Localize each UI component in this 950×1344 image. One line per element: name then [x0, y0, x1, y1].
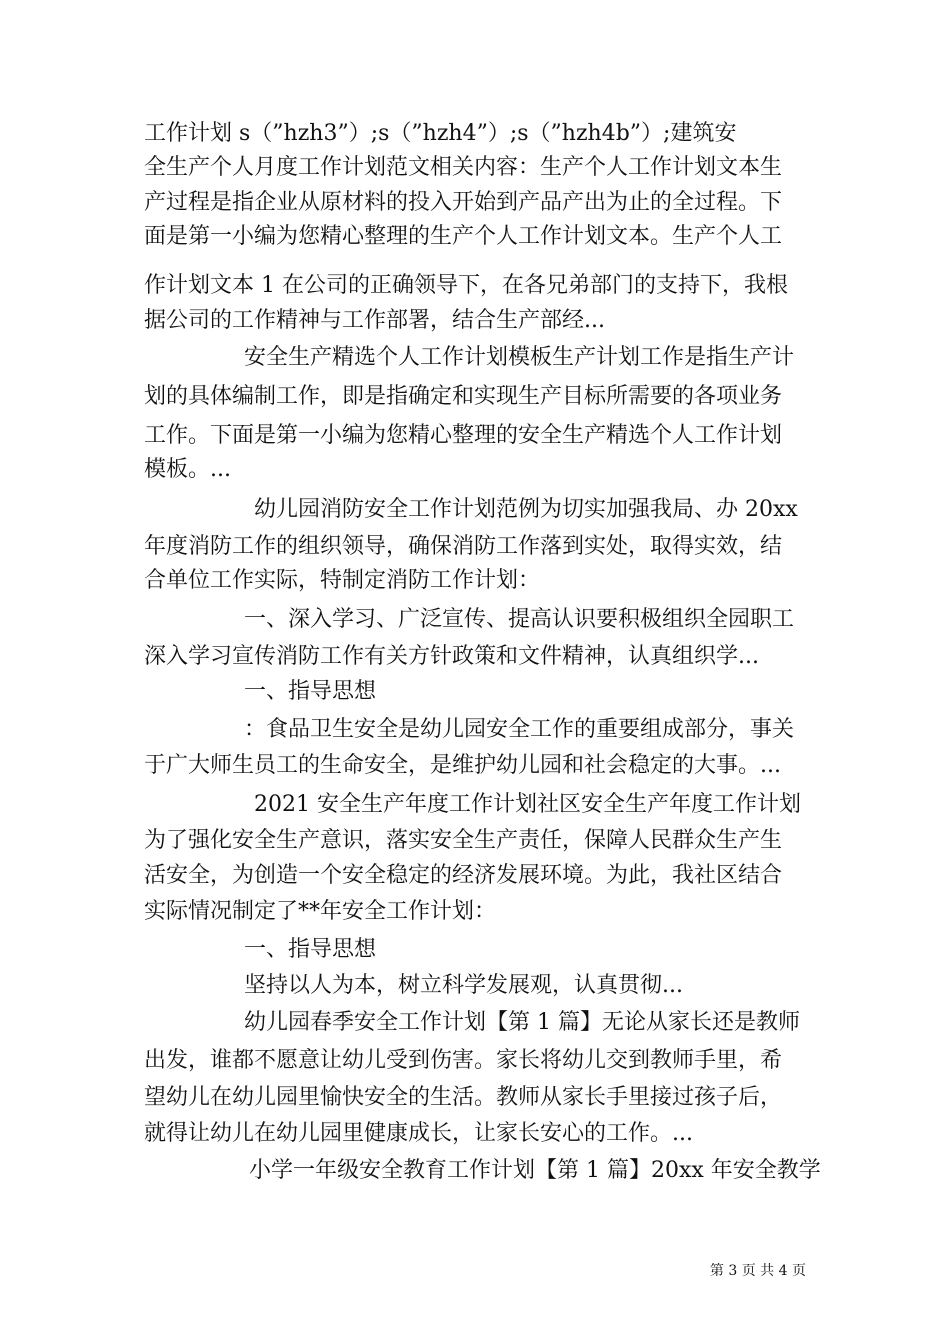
text-line: ：食品卫生安全是幼儿园安全工作的重要组成部分，事关 — [244, 717, 795, 742]
text-line: 年度消防工作的组织领导，确保消防工作落到实处，取得实效，结 — [144, 534, 783, 559]
text-line: 就得让幼儿在幼儿园里健康成长，让家长安心的工作。... — [144, 1121, 693, 1146]
text-line: 为了强化安全生产意识，落实安全生产责任，保障人民群众生产生 — [144, 828, 783, 853]
text-line: 作计划文本 1 在公司的正确领导下，在各兄弟部门的支持下，我根 — [144, 273, 788, 298]
text-line: 幼儿园消防安全工作计划范例为切实加强我局、办 20xx — [254, 497, 798, 522]
text-line: 工作计划 s（”hzh3”）;s（”hzh4”）;s（”hzh4b”）;建筑安 — [144, 121, 737, 146]
text-line: 划的具体编制工作，即是指确定和实现生产目标所需要的各项业务 — [144, 384, 783, 409]
text-line: 望幼儿在幼儿园里愉快安全的生活。教师从家长手里接过孩子后， — [144, 1085, 783, 1110]
text-line: 深入学习宣传消防工作有关方针政策和文件精神，认真组织学... — [144, 644, 759, 669]
text-line: 一、指导思想 — [244, 679, 377, 704]
text-line: 全生产个人月度工作计划范文相关内容：生产个人工作计划文本生 — [144, 155, 783, 180]
text-line: 面是第一小编为您精心整理的生产个人工作计划文本。生产个人工 — [144, 224, 783, 249]
text-line: 坚持以人为本，树立科学发展观，认真贯彻... — [244, 973, 683, 998]
text-line: 一、指导思想 — [244, 937, 377, 962]
text-line: 小学一年级安全教育工作计划【第 1 篇】20xx 年安全教学 — [249, 1158, 821, 1183]
text-line: 产过程是指企业从原材料的投入开始到产品产出为止的全过程。下 — [144, 190, 783, 215]
text-line: 于广大师生员工的生命安全，是维护幼儿园和社会稳定的大事。... — [144, 753, 781, 778]
text-line: 据公司的工作精神与工作部署，结合生产部经... — [144, 308, 605, 333]
text-line: 模板。... — [144, 457, 231, 482]
text-line: 实际情况制定了**年安全工作计划： — [144, 899, 497, 924]
text-line: 合单位工作实际，特制定消防工作计划： — [144, 568, 541, 593]
text-line: 2021 安全生产年度工作计划社区安全生产年度工作计划 — [254, 792, 801, 817]
text-line: 幼儿园春季安全工作计划【第 1 篇】无论从家长还是教师 — [244, 1010, 800, 1035]
text-line: 一、深入学习、广泛宣传、提高认识要积极组织全园职工 — [244, 607, 795, 632]
text-line: 活安全，为创造一个安全稳定的经济发展环境。为此，我社区结合 — [144, 863, 783, 888]
text-line: 工作。下面是第一小编为您精心整理的安全生产精选个人工作计划 — [144, 423, 783, 448]
page-number: 第 3 页 共 4 页 — [709, 1263, 806, 1279]
text-line: 出发，谁都不愿意让幼儿受到伤害。家长将幼儿交到教师手里，希 — [144, 1048, 783, 1073]
text-line: 安全生产精选个人工作计划模板生产计划工作是指生产计 — [244, 345, 795, 370]
